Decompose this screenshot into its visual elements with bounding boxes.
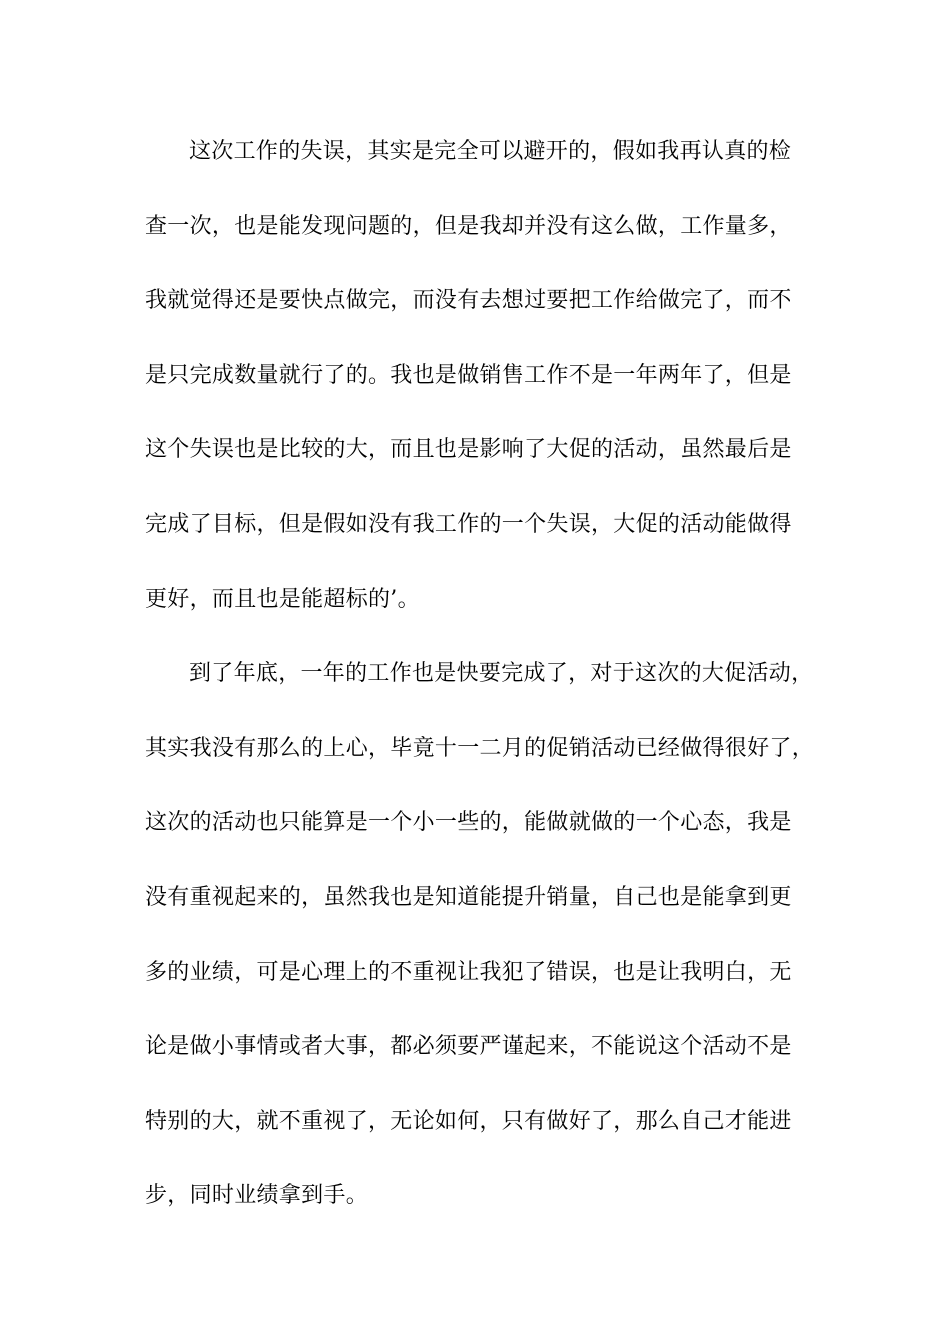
paragraph-2-line-5: 多的业绩，可是心理上的不重视让我犯了错误，也是让我明白，无 (145, 960, 792, 985)
paragraph-2-line-7: 特别的大，就不重视了，无论如何，只有做好了，那么自己才能进 (145, 1109, 792, 1134)
paragraph-1-line-3: 我就觉得还是要快点做完，而没有去想过要把工作给做完了，而不 (145, 288, 792, 313)
paragraph-2-line-3: 这次的活动也只能算是一个小一些的，能做就做的一个心态，我是 (145, 810, 792, 835)
paragraph-1-line-7: 更好，而且也是能超标的’。 (145, 587, 420, 612)
paragraph-2-line-8: 步，同时业绩拿到手。 (145, 1183, 369, 1208)
paragraph-2-line-4: 没有重视起来的，虽然我也是知道能提升销量，自己也是能拿到更 (145, 885, 792, 910)
paragraph-1-line-5: 这个失误也是比较的大，而且也是影响了大促的活动，虽然最后是 (145, 437, 792, 462)
paragraph-1-line-2: 查一次，也是能发现问题的，但是我却并没有这么做，工作量多， (145, 214, 792, 239)
paragraph-2-line-2: 其实我没有那么的上心，毕竟十一二月的促销活动已经做得很好了， (145, 736, 815, 761)
paragraph-1-line-1: 这次工作的失误，其实是完全可以避开的，假如我再认真的检 (189, 139, 792, 164)
paragraph-1-line-4: 是只完成数量就行了的。我也是做销售工作不是一年两年了，但是 (145, 363, 792, 388)
paragraph-2-line-6: 论是做小事情或者大事，都必须要严谨起来，不能说这个活动不是 (145, 1034, 792, 1059)
paragraph-1-line-6: 完成了目标，但是假如没有我工作的一个失误，大促的活动能做得 (145, 512, 792, 537)
paragraph-2-line-1: 到了年底，一年的工作也是快要完成了，对于这次的大促活动， (189, 661, 814, 686)
